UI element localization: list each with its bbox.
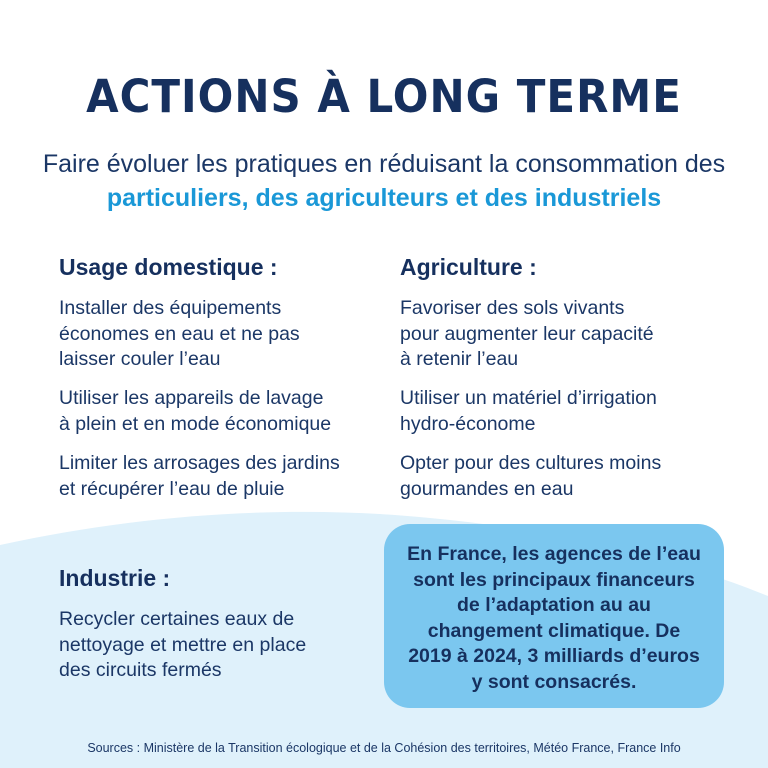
domestic-item: Limiter les arrosages des jardins et récupérer l’eau de pluie: [59, 452, 340, 500]
domestic-item: Installer des équipements économes en eau et ne pas laisser couler l’eau: [59, 297, 300, 370]
heading-domestic: Usage domestique :: [59, 254, 278, 280]
info-callout: En France, les agences de l’eau sont les principaux financeurs de l’adaptation au au changement climatique. De 2019 à 2024, 3 milliards d’euros y sont consacrés.: [384, 524, 724, 708]
industry-item: Recycler certaines eaux de nettoyage et mettre en place des circuits fermés: [59, 608, 307, 681]
sources-note: Sources : Ministère de la Transition écologique et de la Cohésion des territoires, Météo France, France Info: [87, 741, 681, 755]
agriculture-item: Favoriser des sols vivants pour augmenter leur capacité à retenir l’eau: [400, 297, 654, 370]
subtitle: [20, 147, 748, 215]
subtitle-highlight: particuliers, des agriculteurs et des industriels: [106, 184, 662, 212]
page-title: ACTIONS À LONG TERME: [86, 70, 682, 123]
heading-industry: Industrie :: [59, 565, 171, 591]
subtitle-text: Faire évoluer les pratiques en réduisant la consommation des: [42, 150, 726, 178]
agriculture-item: Opter pour des cultures moins gourmandes en eau: [400, 452, 662, 500]
heading-agriculture: Agriculture :: [400, 254, 537, 280]
domestic-item: Utiliser les appareils de lavage à plein et en mode économique: [59, 387, 332, 435]
agriculture-item: Utiliser un matériel d’irrigation hydro-économe: [400, 387, 657, 435]
